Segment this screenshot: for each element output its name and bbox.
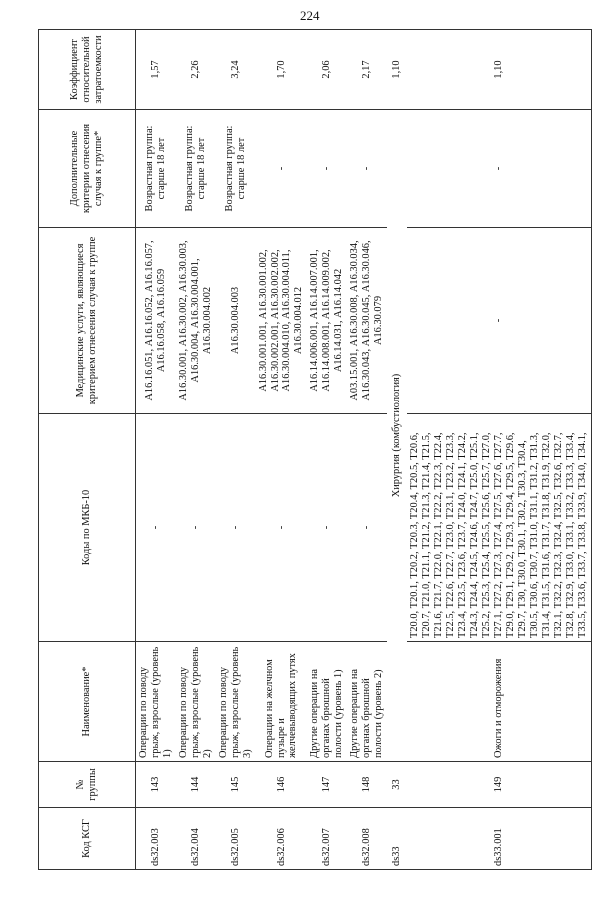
header-nomer-gruppy: № группы bbox=[39, 762, 136, 808]
cell-dop: - bbox=[407, 110, 591, 228]
header-naimenovanie: Наименование* bbox=[39, 642, 136, 762]
cell-naimenovanie: Ожоги и отморожения bbox=[407, 642, 591, 762]
cell-nomer: 145 bbox=[216, 762, 256, 808]
cell-nomer: 143 bbox=[136, 762, 176, 808]
table-row bbox=[347, 30, 387, 870]
cell-mkb: - bbox=[347, 414, 387, 642]
ksg-table-wrapper bbox=[38, 30, 586, 870]
table-row bbox=[176, 30, 216, 870]
cell-nomer: 148 bbox=[347, 762, 387, 808]
cell-mkb: - bbox=[136, 414, 176, 642]
cell-uslugi: - bbox=[407, 228, 591, 414]
cell-mkb: - bbox=[176, 414, 216, 642]
cell-mkb: - bbox=[216, 414, 256, 642]
cell-kod: ds32.005 bbox=[216, 808, 256, 870]
cell-koeff: 2,26 bbox=[176, 30, 216, 110]
cell-dop: Возрастная группа: старше 18 лет bbox=[136, 110, 176, 228]
header-med-uslugi: Медицинские услуги, являющиеся критерием отнесения случая к группе bbox=[39, 228, 136, 414]
cell-uslugi: А16.30.001.001, А16.30.001.002, А16.30.002.001, А16.30.002.002, А16.30.004.010, А16.30.004.011, А16.30.004.012 bbox=[256, 228, 308, 414]
ksg-table bbox=[38, 29, 592, 870]
cell-uslugi: А03.15.001, А16.30.008, А16.30.034, А16.30.043, А16.30.045, А16.30.046, А16.30.079 bbox=[347, 228, 387, 414]
cell-koeff: 3,24 bbox=[216, 30, 256, 110]
cell-kod: ds32.003 bbox=[136, 808, 176, 870]
section-row bbox=[387, 30, 407, 870]
cell-kod: ds32.006 bbox=[256, 808, 308, 870]
cell-naimenovanie: Операции по поводу грыж, взрослые (уровень 2) bbox=[176, 642, 216, 762]
cell-kod: ds32.004 bbox=[176, 808, 216, 870]
cell-naimenovanie: Другие операции на органах брюшной полости (уровень 2) bbox=[347, 642, 387, 762]
table-header-row bbox=[39, 30, 136, 870]
cell-dop: - bbox=[256, 110, 308, 228]
cell-koeff: 2,06 bbox=[307, 30, 347, 110]
cell-mkb: - bbox=[307, 414, 347, 642]
page-number: 224 bbox=[300, 8, 320, 23]
cell-mkb: Т20.0, Т20.1, Т20.2, Т20.3, Т20.4, Т20.5, Т20.6, Т20.7, Т21.0, Т21.1, Т21.2, Т21.3, Т21.4, Т21.5, Т21.6, Т21.7, Т22.0, Т22.1, Т22.2, Т22.3, Т22.4, Т22.5, Т22.6, Т22.7, Т23.0, Т23.1, Т23.2, Т23.3, Т23.4, Т23.5, Т23.6, Т23.7, Т24.0, Т24.1, Т24.2, Т24.3, Т24.4, Т24.5, Т24.6, Т24.7, Т25.0, Т25.1, Т25.2, Т25.3, Т25.4, Т25.5, Т25.6, Т25.7, Т27.0, Т27.1, Т27.2, Т27.3, Т27.4, Т27.5, Т27.6, Т27.7, Т29.0, Т29.1, Т29.2, Т29.3, Т29.4, Т29.5, Т29.6, Т29.7, Т30, Т30.0, Т30.1, Т30.2, Т30.3, Т30.4, Т30.5, Т30.6, Т30.7, Т31.0, Т31.1, Т31.2, Т31.3, Т31.4, Т31.5, Т31.6, Т31.7, Т31.8, Т31.9, Т32.0, Т32.1, Т32.2, Т32.3, Т32.4, Т32.5, Т32.6, Т32.7, Т32.8, Т32.9, Т33.0, Т33.1, Т33.2, Т33.3, Т33.4, Т33.5, Т33.6, Т33.7, Т33.8, Т33.9, Т34.0, Т34.1, bbox=[407, 414, 591, 642]
cell-koeff: 1,70 bbox=[256, 30, 308, 110]
header-dop-kriterii: Дополнительные критерии отнесения случая к группе* bbox=[39, 110, 136, 228]
cell-nomer: 146 bbox=[256, 762, 308, 808]
cell-uslugi: А16.30.001, А16.30.002, А16.30.003, А16.30.004, А16.30.004.001, А16.30.004.002 bbox=[176, 228, 216, 414]
table-row bbox=[216, 30, 256, 870]
cell-koeff: 1,10 bbox=[407, 30, 591, 110]
table-row bbox=[136, 30, 176, 870]
section-title: Хирургия (комбустиология) bbox=[387, 110, 407, 762]
cell-koeff: 1,10 bbox=[387, 30, 407, 110]
cell-uslugi: А16.30.004.003 bbox=[216, 228, 256, 414]
cell-dop: Возрастная группа: старше 18 лет bbox=[216, 110, 256, 228]
cell-kod: ds32.007 bbox=[307, 808, 347, 870]
cell-kod: ds32.008 bbox=[347, 808, 387, 870]
header-kod-ksg: Код КСГ bbox=[39, 808, 136, 870]
cell-uslugi: А16.14.006.001, А16.14.007.001, А16.14.008.001, А16.14.009.002, А16.14.031, А16.14.042 bbox=[307, 228, 347, 414]
cell-kod: ds33 bbox=[387, 808, 407, 870]
cell-dop: - bbox=[347, 110, 387, 228]
cell-koeff: 2,17 bbox=[347, 30, 387, 110]
cell-uslugi: А16.16.051, А16.16.052, А16.16.057, А16.16.058, А16.16.059 bbox=[136, 228, 176, 414]
cell-dop: Возрастная группа: старше 18 лет bbox=[176, 110, 216, 228]
cell-nomer: 33 bbox=[387, 762, 407, 808]
cell-nomer: 149 bbox=[407, 762, 591, 808]
cell-nomer: 144 bbox=[176, 762, 216, 808]
table-row bbox=[407, 30, 591, 870]
cell-naimenovanie: Операции на желчном пузыре и желчевыводящих путях bbox=[256, 642, 308, 762]
cell-koeff: 1,57 bbox=[136, 30, 176, 110]
cell-naimenovanie: Другие операции на органах брюшной полости (уровень 1) bbox=[307, 642, 347, 762]
cell-dop: - bbox=[307, 110, 347, 228]
cell-naimenovanie: Операции по поводу грыж, взрослые (уровень 3) bbox=[216, 642, 256, 762]
header-kody-mkb: Коды по МКБ-10 bbox=[39, 414, 136, 642]
cell-mkb: - bbox=[256, 414, 308, 642]
cell-nomer: 147 bbox=[307, 762, 347, 808]
cell-naimenovanie: Операции по поводу грыж, взрослые (уровень 1) bbox=[136, 642, 176, 762]
cell-kod: ds33.001 bbox=[407, 808, 591, 870]
table-row bbox=[307, 30, 347, 870]
table-row bbox=[256, 30, 308, 870]
header-koeff: Коэффициент относительной затратоемкости bbox=[39, 30, 136, 110]
